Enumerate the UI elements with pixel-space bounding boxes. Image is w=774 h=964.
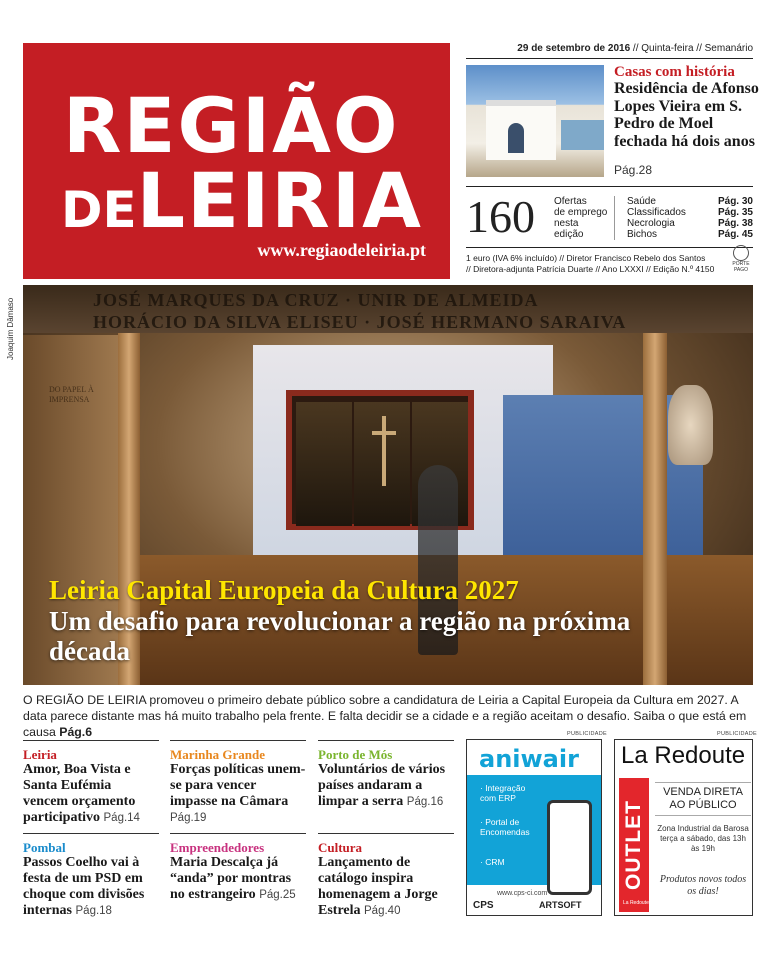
stamp-label: PAGO (733, 267, 749, 273)
story-category: Leiria (23, 747, 57, 762)
story-category: Cultura (318, 840, 363, 855)
index-rule (466, 247, 753, 248)
story-block[interactable] (318, 833, 454, 919)
laredoute-tagline: Produtos novos todos os dias! (659, 874, 747, 897)
story-category: Porto de Mós (318, 747, 393, 762)
story-rule (23, 833, 159, 834)
laredoute-info: Zona Industrial da Barosa terça a sábado, das 13h às 19h (657, 824, 749, 853)
teaser-page: Pág.28 (614, 163, 653, 177)
aniwair-url[interactable]: www.cps-ci.com (497, 890, 548, 897)
artsoft-logo: ARTSOFT (539, 900, 582, 910)
cps-logo: CPS (473, 900, 494, 911)
index-row[interactable] (627, 229, 753, 240)
cross-icon (382, 416, 386, 486)
story-category: Marinha Grande (170, 747, 265, 762)
band-line: HORÁCIO DA SILVA ELISEU · JOSÉ HERMANO SARAIVA (93, 312, 627, 332)
masthead-de: DE (61, 181, 137, 239)
story-headline-text: Passos Coelho vai à festa de um PSD em choque com divisões internas (23, 855, 145, 918)
index-divider (614, 196, 615, 240)
aniwair-ad[interactable] (466, 739, 602, 916)
story-block[interactable] (170, 833, 306, 903)
photo-credit: Joaquim Dâmaso (6, 297, 15, 360)
story-page: Pág.40 (364, 905, 401, 917)
masthead-leiria: LEIRIA (136, 156, 423, 245)
story-headline-text: Forças políticas unem-se para vencer impasse na Câmara (170, 762, 306, 809)
index-row[interactable] (627, 218, 753, 229)
index-row[interactable] (627, 207, 753, 218)
index-page: Pág. 38 (717, 218, 753, 229)
teaser-photo[interactable] (466, 65, 604, 177)
story-rule (318, 833, 454, 834)
top-rule (466, 58, 753, 59)
band-line: JOSÉ MARQUES DA CRUZ · UNIR DE ALMEIDA (93, 290, 539, 310)
issue-frequency: Semanário (704, 43, 753, 54)
jobs-text-line: edição (554, 229, 584, 240)
laredoute-logo: La Redoute (621, 742, 746, 769)
story-block[interactable] (318, 740, 454, 810)
lead-text: O REGIÃO DE LEIRIA promoveu o primeiro debate público sobre a candidatura de Leiria a Capital Europeia da Cultura em 2027. A data parece distante mas há muito trabalho pela frente. E falta decidir se a cidade e a região aceitam o desafio. Saiba o que está em causa (23, 693, 747, 739)
story-headline (170, 762, 306, 826)
jobs-text-line: nesta (554, 218, 579, 229)
hero-headline[interactable]: Um desafio para revolucionar a região na próxima década (49, 606, 631, 666)
lead-paragraph (23, 692, 758, 740)
seal-icon (733, 245, 749, 261)
laredoute-mini-logo: La Redoute (623, 900, 649, 906)
price-info (466, 253, 746, 275)
index-page: Pág. 30 (717, 196, 753, 207)
staff-line: // Diretora-adjunta Patrícia Duarte // Ano LXXXI // Edição N.º 4150 (466, 264, 715, 274)
index-label: Necrologia (627, 218, 675, 229)
story-page: Pág.25 (259, 889, 296, 901)
jobs-text (554, 196, 607, 240)
teaser-headline[interactable]: Residência de Afonso Lopes Vieira em S. Pedro de Moel fechada há dois anos (614, 80, 759, 150)
masthead[interactable] (23, 43, 450, 279)
story-headline-text: Amor, Boa Vista e Santa Eufémia vencem orçamento participativo (23, 762, 136, 825)
ad-label: PUBLICIDADE (567, 731, 607, 737)
index-label: Bichos (627, 229, 658, 240)
aniwair-feature: · CRM (480, 857, 505, 867)
issue-weekday: Quinta-feira (641, 43, 694, 54)
statue (668, 385, 713, 465)
aniwair-panel (467, 775, 602, 885)
lead-page[interactable]: Pág.6 (59, 725, 93, 739)
masthead-title-line2 (61, 156, 423, 245)
jobs-text-line: de emprego (554, 207, 608, 218)
story-block[interactable] (23, 833, 159, 919)
story-headline (23, 855, 159, 919)
teaser-rule (466, 186, 753, 187)
story-category: Empreendedores (170, 840, 265, 855)
index-page: Pág. 45 (717, 229, 753, 240)
postage-stamp (730, 245, 752, 277)
masthead-title-line1: REGIÃO (63, 81, 400, 170)
index-page: Pág. 35 (717, 207, 753, 218)
story-page: Pág.16 (406, 796, 444, 808)
story-page: Pág.14 (103, 812, 140, 824)
story-rule (170, 740, 306, 741)
jobs-count[interactable]: 160 (466, 191, 535, 242)
stamp-label: PORTE (732, 261, 750, 267)
story-headline (170, 855, 306, 903)
aniwair-logo: aniwair (479, 745, 579, 773)
hero-photo[interactable] (23, 285, 753, 685)
teaser-kicker[interactable]: Casas com história (614, 64, 735, 80)
story-rule (318, 740, 454, 741)
phone-icon (547, 800, 592, 895)
index-label: Classificados (627, 207, 686, 218)
price-line: 1 euro (IVA 6% incluído) // Diretor Francisco Rebelo dos Santos (466, 253, 706, 263)
painting-panel (296, 402, 352, 526)
story-category: Pombal (23, 840, 66, 855)
jobs-text-line: Ofertas (554, 196, 587, 207)
wall-text: DO PAPEL À IMPRENSA (49, 385, 94, 404)
story-headline-text: Maria Descalça já “anda” por montras no estrangeiro (170, 855, 292, 902)
story-block[interactable] (23, 740, 159, 826)
issue-dateline: 29 de setembro de 2016 // Quinta-feira // Semanário (517, 43, 753, 54)
cross-bar (372, 431, 396, 435)
issue-date: 29 de setembro de 2016 (517, 43, 631, 54)
index-row[interactable] (627, 196, 753, 207)
laredoute-ad[interactable] (614, 739, 753, 916)
story-block[interactable] (170, 740, 306, 826)
masthead-url[interactable]: www.regiaodeleiria.pt (257, 240, 426, 260)
story-page: Pág.18 (75, 905, 112, 917)
sea-shape (561, 120, 604, 150)
story-headline-text: Voluntários de vários países andaram a limpar a serra (318, 762, 446, 809)
hero-kicker[interactable]: Leiria Capital Europeia da Cultura 2027 (49, 575, 519, 605)
aniwair-feature: · Integração com ERP (480, 783, 526, 803)
section-index (627, 196, 753, 240)
door-shape (508, 123, 524, 153)
story-headline (23, 762, 159, 826)
story-page: Pág.19 (170, 812, 207, 824)
band-text (93, 289, 626, 333)
ad-label: PUBLICIDADE (717, 731, 757, 737)
story-rule (170, 833, 306, 834)
story-headline (318, 855, 454, 919)
aniwair-feature: · Portal de Encomendas (480, 817, 530, 837)
story-headline (318, 762, 454, 810)
story-rule (23, 740, 159, 741)
outlet-text: OUTLET (622, 800, 645, 890)
laredoute-sub: VENDA DIRETA AO PÚBLICO (655, 782, 751, 816)
story-headline-text: Lançamento de catálogo inspira homenagem a Jorge Estrela (318, 855, 438, 918)
index-label: Saúde (627, 196, 656, 207)
